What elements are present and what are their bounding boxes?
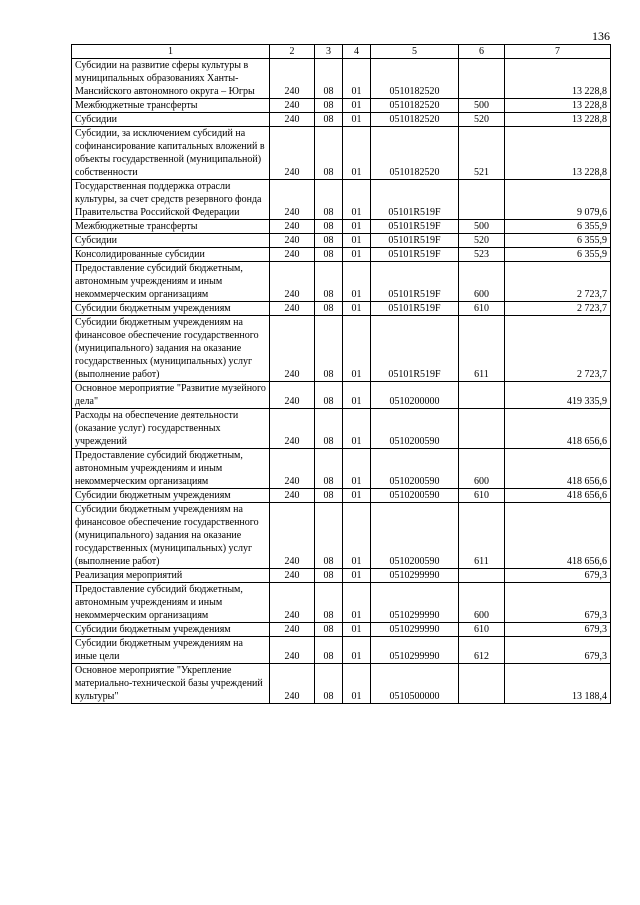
row-target-article-cell: 05101R519F bbox=[371, 220, 459, 234]
row-section-cell: 08 bbox=[315, 302, 343, 316]
row-subsection-cell: 01 bbox=[343, 664, 371, 704]
row-expense-type-cell: 610 bbox=[459, 623, 505, 637]
row-section-cell: 08 bbox=[315, 382, 343, 409]
table-row bbox=[72, 262, 611, 302]
row-subsection-cell: 01 bbox=[343, 382, 371, 409]
table-row bbox=[72, 583, 611, 623]
row-section-cell: 08 bbox=[315, 503, 343, 569]
table-row bbox=[72, 59, 611, 99]
row-subsection-cell: 01 bbox=[343, 583, 371, 623]
table-row bbox=[72, 180, 611, 220]
row-expense-type-cell: 523 bbox=[459, 248, 505, 262]
row-name-cell: Субсидии бюджетным учреждениям bbox=[72, 623, 270, 637]
header-cell: 7 bbox=[505, 45, 611, 59]
table-row bbox=[72, 113, 611, 127]
header-cell: 5 bbox=[371, 45, 459, 59]
row-code-cell: 240 bbox=[270, 623, 315, 637]
row-amount-cell: 2 723,7 bbox=[505, 262, 611, 302]
row-subsection-cell: 01 bbox=[343, 180, 371, 220]
table-row bbox=[72, 623, 611, 637]
row-amount-cell: 679,3 bbox=[505, 583, 611, 623]
table-row bbox=[72, 127, 611, 180]
row-section-cell: 08 bbox=[315, 569, 343, 583]
row-name-cell: Субсидии бюджетным учреждениям на финансовое обеспечение государственного (муниципального) задания на оказание государственных (муниципальных) услуг (выполнение работ) bbox=[72, 316, 270, 382]
table-row bbox=[72, 302, 611, 316]
row-expense-type-cell bbox=[459, 409, 505, 449]
row-subsection-cell: 01 bbox=[343, 262, 371, 302]
row-target-article-cell: 05101R519F bbox=[371, 180, 459, 220]
row-amount-cell: 2 723,7 bbox=[505, 302, 611, 316]
row-name-cell: Основное мероприятие "Укрепление материально-технической базы учреждений культуры" bbox=[72, 664, 270, 704]
row-subsection-cell: 01 bbox=[343, 113, 371, 127]
table-row bbox=[72, 220, 611, 234]
row-expense-type-cell: 521 bbox=[459, 127, 505, 180]
row-expense-type-cell bbox=[459, 180, 505, 220]
row-code-cell: 240 bbox=[270, 127, 315, 180]
row-subsection-cell: 01 bbox=[343, 316, 371, 382]
row-code-cell: 240 bbox=[270, 180, 315, 220]
table-row bbox=[72, 664, 611, 704]
row-expense-type-cell bbox=[459, 59, 505, 99]
row-expense-type-cell bbox=[459, 569, 505, 583]
row-amount-cell: 418 656,6 bbox=[505, 449, 611, 489]
row-target-article-cell: 0510200590 bbox=[371, 449, 459, 489]
row-target-article-cell: 0510182520 bbox=[371, 113, 459, 127]
row-target-article-cell: 0510299990 bbox=[371, 583, 459, 623]
row-name-cell: Государственная поддержка отрасли культуры, за счет средств резервного фонда Правительства Российской Федерации bbox=[72, 180, 270, 220]
row-section-cell: 08 bbox=[315, 664, 343, 704]
row-code-cell: 240 bbox=[270, 409, 315, 449]
row-code-cell: 240 bbox=[270, 248, 315, 262]
row-amount-cell: 9 079,6 bbox=[505, 180, 611, 220]
row-name-cell: Основное мероприятие "Развитие музейного дела" bbox=[72, 382, 270, 409]
row-name-cell: Субсидии бюджетным учреждениям на иные цели bbox=[72, 637, 270, 664]
row-section-cell: 08 bbox=[315, 316, 343, 382]
row-code-cell: 240 bbox=[270, 449, 315, 489]
row-target-article-cell: 0510200590 bbox=[371, 503, 459, 569]
row-amount-cell: 13 228,8 bbox=[505, 113, 611, 127]
row-code-cell: 240 bbox=[270, 503, 315, 569]
row-name-cell: Субсидии, за исключением субсидий на софинансирование капитальных вложений в объекты государственной (муниципальной) собственности bbox=[72, 127, 270, 180]
row-target-article-cell: 0510299990 bbox=[371, 569, 459, 583]
row-section-cell: 08 bbox=[315, 127, 343, 180]
row-name-cell: Субсидии бюджетным учреждениям bbox=[72, 302, 270, 316]
header-row bbox=[72, 45, 611, 59]
table-row bbox=[72, 99, 611, 113]
row-target-article-cell: 05101R519F bbox=[371, 234, 459, 248]
row-subsection-cell: 01 bbox=[343, 248, 371, 262]
header-cell: 4 bbox=[343, 45, 371, 59]
row-code-cell: 240 bbox=[270, 262, 315, 302]
row-section-cell: 08 bbox=[315, 180, 343, 220]
table-row bbox=[72, 382, 611, 409]
row-section-cell: 08 bbox=[315, 489, 343, 503]
row-code-cell: 240 bbox=[270, 99, 315, 113]
row-code-cell: 240 bbox=[270, 489, 315, 503]
budget-table bbox=[71, 44, 611, 704]
row-amount-cell: 13 188,4 bbox=[505, 664, 611, 704]
row-subsection-cell: 01 bbox=[343, 99, 371, 113]
row-target-article-cell: 0510200000 bbox=[371, 382, 459, 409]
row-section-cell: 08 bbox=[315, 409, 343, 449]
row-amount-cell: 13 228,8 bbox=[505, 127, 611, 180]
row-section-cell: 08 bbox=[315, 220, 343, 234]
row-expense-type-cell: 610 bbox=[459, 489, 505, 503]
row-name-cell: Субсидии bbox=[72, 234, 270, 248]
row-section-cell: 08 bbox=[315, 637, 343, 664]
row-name-cell: Субсидии бюджетным учреждениям на финансовое обеспечение государственного (муниципального) задания на оказание государственных (муниципальных) услуг (выполнение работ) bbox=[72, 503, 270, 569]
row-subsection-cell: 01 bbox=[343, 302, 371, 316]
row-amount-cell: 6 355,9 bbox=[505, 248, 611, 262]
row-name-cell: Субсидии bbox=[72, 113, 270, 127]
row-subsection-cell: 01 bbox=[343, 637, 371, 664]
row-expense-type-cell bbox=[459, 382, 505, 409]
row-amount-cell: 679,3 bbox=[505, 569, 611, 583]
row-target-article-cell: 05101R519F bbox=[371, 248, 459, 262]
row-name-cell: Предоставление субсидий бюджетным, автономным учреждениям и иным некоммерческим организациям bbox=[72, 262, 270, 302]
row-target-article-cell: 05101R519F bbox=[371, 316, 459, 382]
row-amount-cell: 2 723,7 bbox=[505, 316, 611, 382]
row-subsection-cell: 01 bbox=[343, 59, 371, 99]
row-expense-type-cell: 520 bbox=[459, 234, 505, 248]
row-target-article-cell: 0510182520 bbox=[371, 127, 459, 180]
row-name-cell: Субсидии на развитие сферы культуры в муниципальных образованиях Ханты-Мансийского автономного округа – Югры bbox=[72, 59, 270, 99]
header-cell: 3 bbox=[315, 45, 343, 59]
table-row bbox=[72, 569, 611, 583]
row-subsection-cell: 01 bbox=[343, 489, 371, 503]
row-code-cell: 240 bbox=[270, 234, 315, 248]
row-target-article-cell: 05101R519F bbox=[371, 262, 459, 302]
row-subsection-cell: 01 bbox=[343, 127, 371, 180]
row-target-article-cell: 0510182520 bbox=[371, 59, 459, 99]
row-name-cell: Субсидии бюджетным учреждениям bbox=[72, 489, 270, 503]
row-expense-type-cell bbox=[459, 664, 505, 704]
table-row bbox=[72, 489, 611, 503]
row-name-cell: Межбюджетные трансферты bbox=[72, 99, 270, 113]
row-name-cell: Консолидированные субсидии bbox=[72, 248, 270, 262]
row-name-cell: Межбюджетные трансферты bbox=[72, 220, 270, 234]
row-code-cell: 240 bbox=[270, 569, 315, 583]
row-section-cell: 08 bbox=[315, 99, 343, 113]
row-target-article-cell: 0510500000 bbox=[371, 664, 459, 704]
row-subsection-cell: 01 bbox=[343, 503, 371, 569]
row-subsection-cell: 01 bbox=[343, 220, 371, 234]
table-row bbox=[72, 234, 611, 248]
row-expense-type-cell: 610 bbox=[459, 302, 505, 316]
table-row bbox=[72, 503, 611, 569]
row-subsection-cell: 01 bbox=[343, 409, 371, 449]
page-number: 136 bbox=[592, 29, 610, 43]
row-target-article-cell: 0510182520 bbox=[371, 99, 459, 113]
row-section-cell: 08 bbox=[315, 248, 343, 262]
table-row bbox=[72, 248, 611, 262]
row-target-article-cell: 0510200590 bbox=[371, 489, 459, 503]
row-code-cell: 240 bbox=[270, 302, 315, 316]
row-section-cell: 08 bbox=[315, 583, 343, 623]
row-amount-cell: 679,3 bbox=[505, 637, 611, 664]
header-cell: 6 bbox=[459, 45, 505, 59]
row-amount-cell: 418 656,6 bbox=[505, 409, 611, 449]
row-expense-type-cell: 600 bbox=[459, 449, 505, 489]
row-section-cell: 08 bbox=[315, 449, 343, 489]
row-expense-type-cell: 600 bbox=[459, 262, 505, 302]
row-target-article-cell: 0510299990 bbox=[371, 637, 459, 664]
row-name-cell: Предоставление субсидий бюджетным, автономным учреждениям и иным некоммерческим организациям bbox=[72, 449, 270, 489]
row-code-cell: 240 bbox=[270, 583, 315, 623]
row-section-cell: 08 bbox=[315, 262, 343, 302]
row-amount-cell: 6 355,9 bbox=[505, 220, 611, 234]
row-subsection-cell: 01 bbox=[343, 234, 371, 248]
row-expense-type-cell: 611 bbox=[459, 503, 505, 569]
row-subsection-cell: 01 bbox=[343, 623, 371, 637]
row-section-cell: 08 bbox=[315, 113, 343, 127]
row-amount-cell: 419 335,9 bbox=[505, 382, 611, 409]
header-cell: 2 bbox=[270, 45, 315, 59]
row-expense-type-cell: 520 bbox=[459, 113, 505, 127]
row-code-cell: 240 bbox=[270, 382, 315, 409]
row-name-cell: Предоставление субсидий бюджетным, автономным учреждениям и иным некоммерческим организациям bbox=[72, 583, 270, 623]
table-row bbox=[72, 409, 611, 449]
row-expense-type-cell: 600 bbox=[459, 583, 505, 623]
row-amount-cell: 13 228,8 bbox=[505, 59, 611, 99]
row-amount-cell: 418 656,6 bbox=[505, 503, 611, 569]
table-row bbox=[72, 316, 611, 382]
row-code-cell: 240 bbox=[270, 220, 315, 234]
row-section-cell: 08 bbox=[315, 623, 343, 637]
row-code-cell: 240 bbox=[270, 316, 315, 382]
row-amount-cell: 679,3 bbox=[505, 623, 611, 637]
row-amount-cell: 418 656,6 bbox=[505, 489, 611, 503]
row-target-article-cell: 05101R519F bbox=[371, 302, 459, 316]
row-code-cell: 240 bbox=[270, 637, 315, 664]
table-row bbox=[72, 637, 611, 664]
row-expense-type-cell: 611 bbox=[459, 316, 505, 382]
row-amount-cell: 6 355,9 bbox=[505, 234, 611, 248]
row-section-cell: 08 bbox=[315, 59, 343, 99]
header-cell: 1 bbox=[72, 45, 270, 59]
row-amount-cell: 13 228,8 bbox=[505, 99, 611, 113]
row-target-article-cell: 0510299990 bbox=[371, 623, 459, 637]
row-expense-type-cell: 612 bbox=[459, 637, 505, 664]
row-code-cell: 240 bbox=[270, 113, 315, 127]
row-name-cell: Реализация мероприятий bbox=[72, 569, 270, 583]
row-subsection-cell: 01 bbox=[343, 569, 371, 583]
row-target-article-cell: 0510200590 bbox=[371, 409, 459, 449]
table-row bbox=[72, 449, 611, 489]
row-code-cell: 240 bbox=[270, 59, 315, 99]
row-subsection-cell: 01 bbox=[343, 449, 371, 489]
row-expense-type-cell: 500 bbox=[459, 220, 505, 234]
row-expense-type-cell: 500 bbox=[459, 99, 505, 113]
row-section-cell: 08 bbox=[315, 234, 343, 248]
row-code-cell: 240 bbox=[270, 664, 315, 704]
row-name-cell: Расходы на обеспечение деятельности (оказание услуг) государственных учреждений bbox=[72, 409, 270, 449]
